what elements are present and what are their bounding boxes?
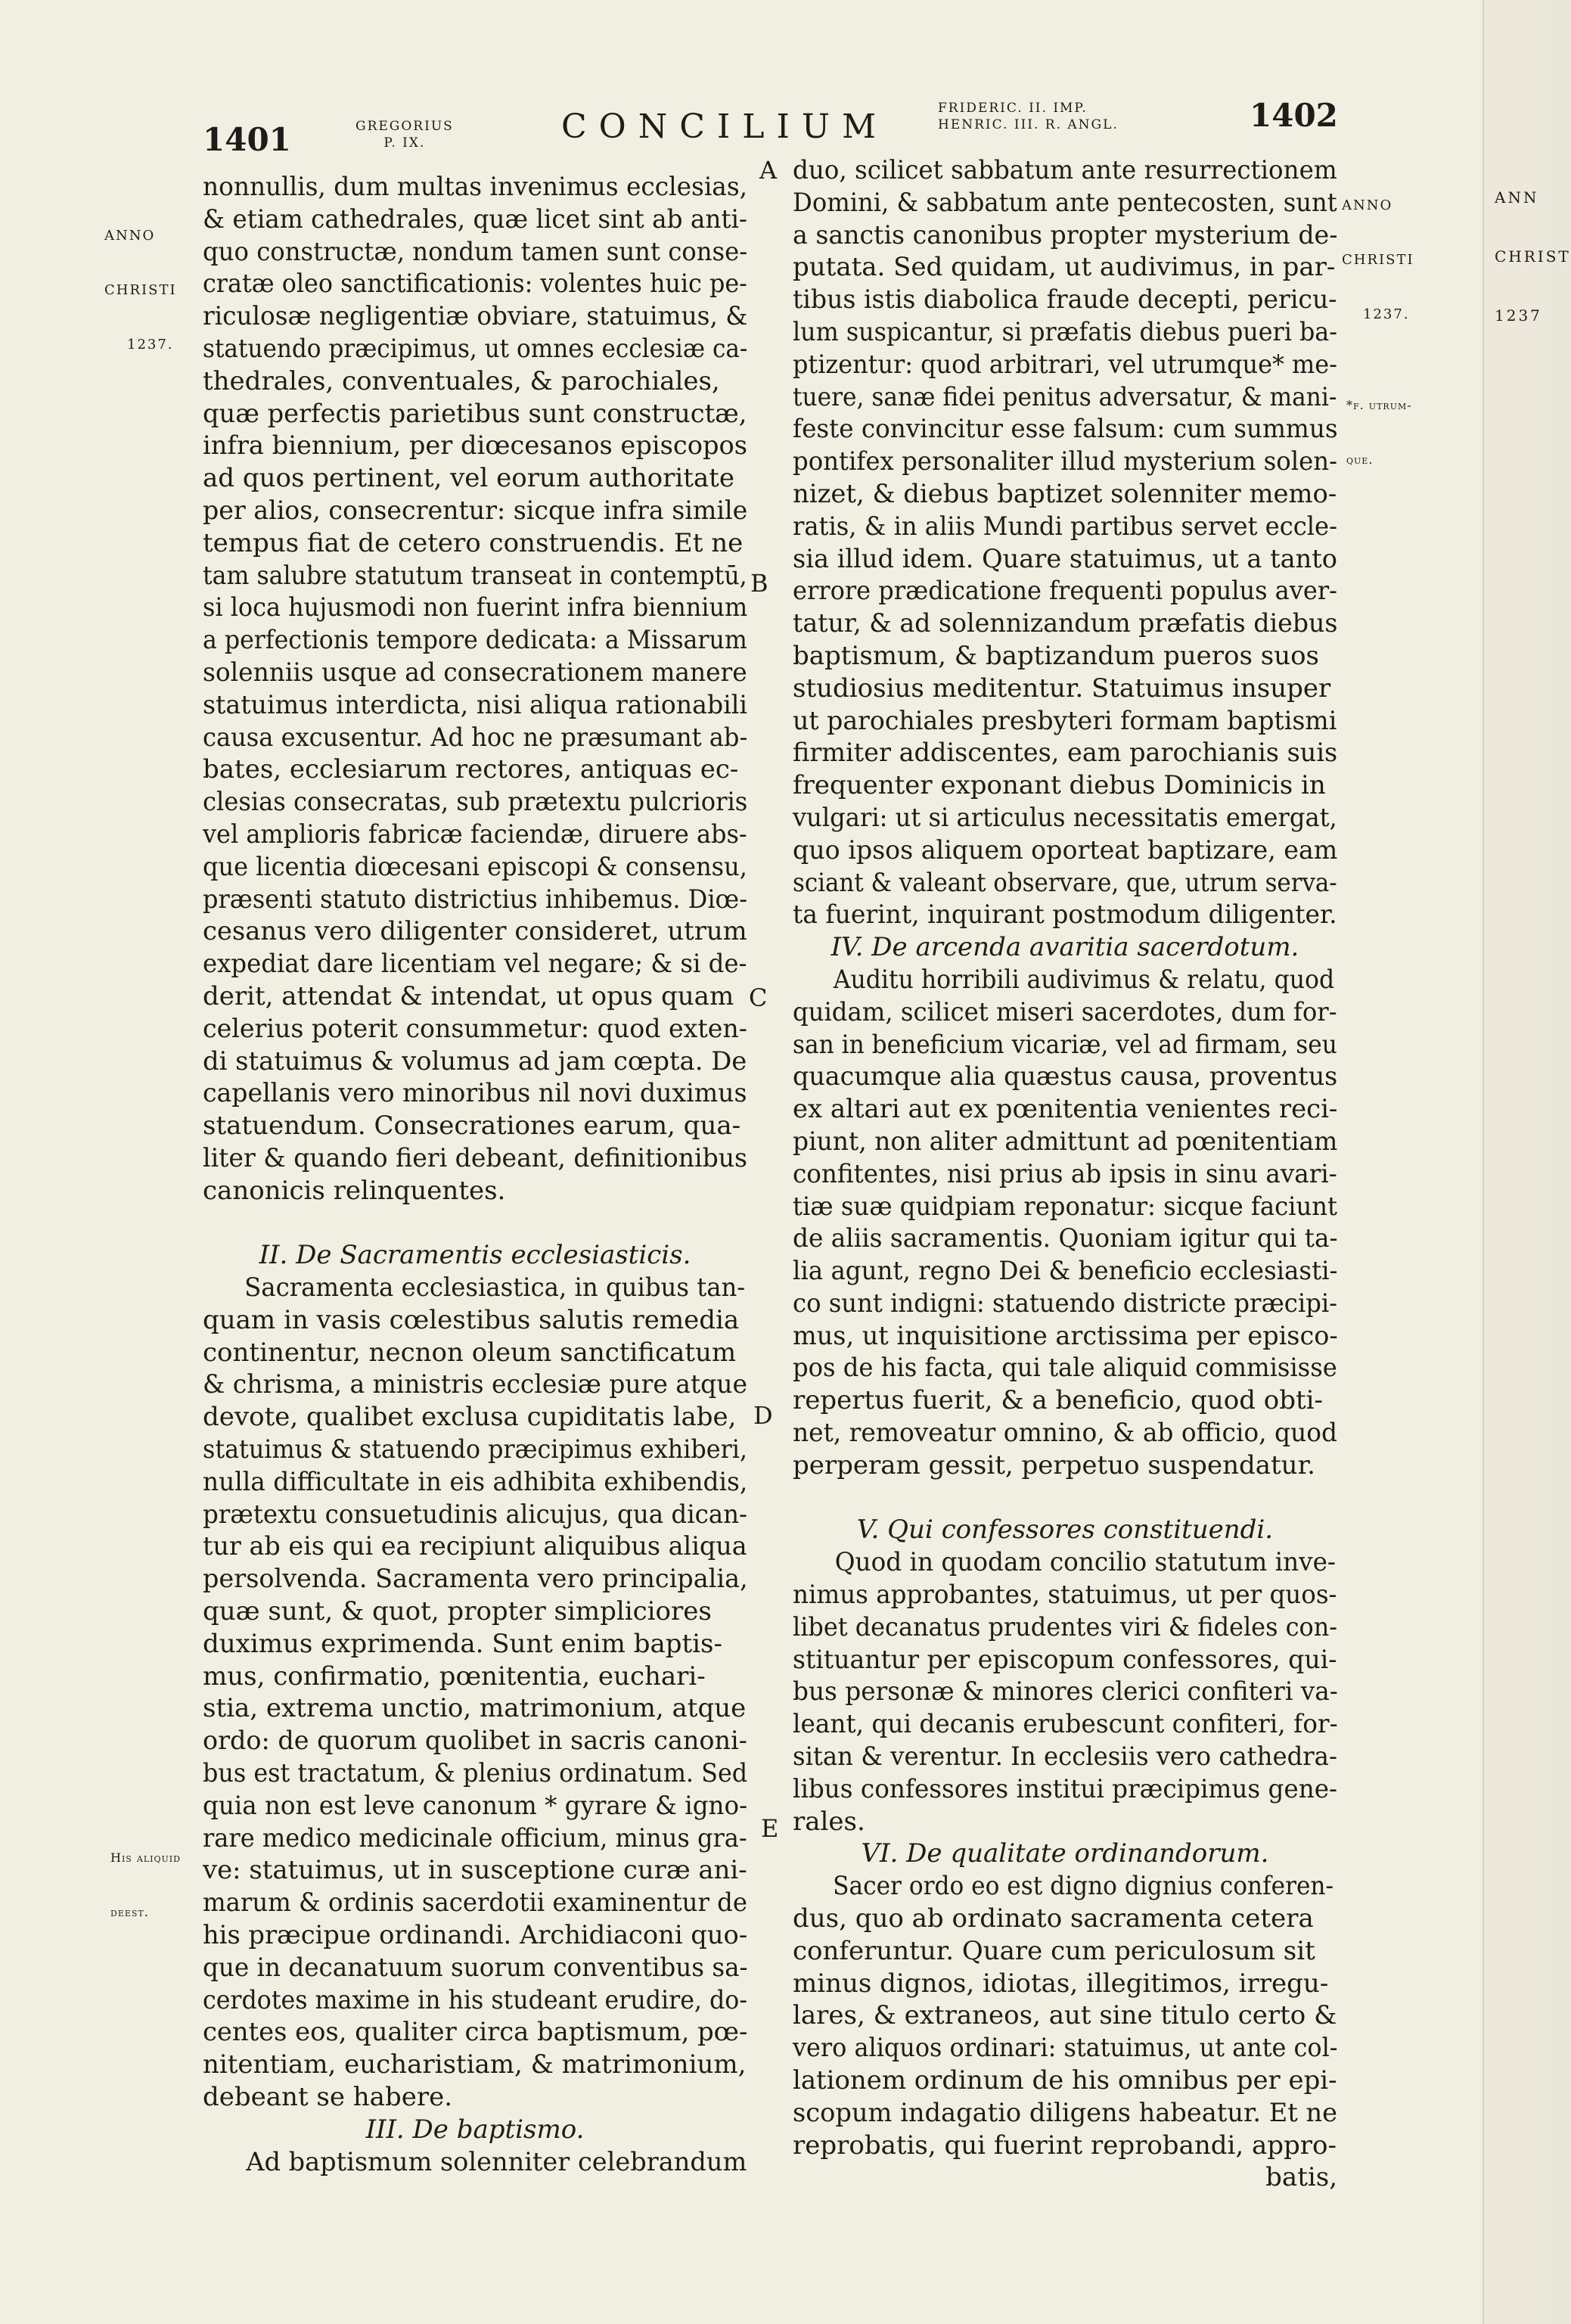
pope-number: P. IX. (383, 135, 426, 151)
left-column-line: clesias consecratas, sub prætextu pulcrioris (203, 787, 748, 818)
section-letter-c: C (749, 983, 768, 1012)
left-column-line: continentur, necnon oleum sanctificatum (203, 1337, 737, 1368)
his-aliquid-line-1: His aliquid (110, 1850, 181, 1865)
left-column-line: devote, qualibet exclusa cupiditatis labe, (203, 1402, 737, 1433)
section-letter-b: B (750, 569, 768, 598)
next-page-edge (1483, 0, 1571, 2324)
right-column-line: firmiter addiscentes, eam parochianis suis (793, 738, 1338, 769)
running-title: CONCILIUM (561, 107, 889, 146)
right-column-line: vulgari: ut si articulus necessitatis emergat, (793, 802, 1337, 833)
right-column-line: ex altari aut ex pœnitentia venientes reci- (793, 1094, 1338, 1125)
right-column-line: nizet, & diebus baptizet solenniter memo- (793, 478, 1337, 509)
left-column-line: derit, attendat & intendat, ut opus quam (203, 980, 734, 1011)
right-column-line: de aliis sacramentis. Quoniam igitur qui ta- (793, 1223, 1338, 1254)
left-column-line: tur ab eis qui ea recipiunt aliquibus aliqua (203, 1531, 747, 1562)
right-column-line: conferuntur. Quare cum periculosum sit (793, 1935, 1315, 1966)
left-column-line: tempus fiat de cetero construendis. Et ne (203, 527, 744, 558)
left-column-line: Ad baptismum solenniter celebrandum (246, 2146, 747, 2177)
right-column-line: Quod in quodam concilio statutum inve- (834, 1547, 1336, 1578)
pope-header (355, 118, 454, 151)
right-column-line: quo ipsos aliquem oporteat baptizare, eam (793, 834, 1338, 865)
right-column-line: lia agunt, regno Dei & beneficio ecclesiasti- (793, 1256, 1338, 1287)
left-column-line: quo constructæ, nondum tamen sunt conse- (203, 236, 748, 267)
right-column-line: pontifex personaliter illud mysterium solen- (793, 446, 1338, 477)
right-column-line: bus personæ & minores clerici confiteri va- (793, 1676, 1338, 1707)
margin-year-left (104, 191, 177, 390)
right-column-line: a sanctis canonibus propter mysterium de- (793, 219, 1338, 250)
margin-note-his-aliquid (110, 1813, 181, 1958)
margin-year-right-number: 1237. (1363, 306, 1410, 322)
right-column-line: Sacer ordo eo est digno dignius conferen- (833, 1871, 1334, 1902)
left-column-line: debeant se habere. (203, 2082, 453, 2113)
king-line: HENRIC. III. R. ANGL. (938, 117, 1119, 132)
margin-note-variant (1346, 360, 1412, 505)
right-column-line: ptizentur: quod arbitrari, vel utrumque* me- (793, 349, 1337, 380)
right-column-line: vero aliquos ordinari: statuimus, ut ante col- (793, 2033, 1338, 2064)
right-column-line: errore prædicatione frequenti populus aver- (793, 576, 1337, 607)
left-column-line: marum & ordinis sacerdotii examinentur de (203, 1887, 747, 1919)
left-column-line: præsenti statuto districtius inhibemus. Diœ- (203, 884, 748, 915)
left-column-line: bates, ecclesiarum rectores, antiquas ec- (203, 754, 739, 785)
left-column-line: canonicis relinquentes. (203, 1175, 506, 1206)
right-column-line: tibus istis diabolica fraude decepti, pericu- (793, 284, 1337, 315)
left-column-line: mus, confirmatio, pœnitentia, euchari- (203, 1661, 706, 1692)
next-page-anno: ANN (1495, 188, 1539, 207)
right-column-line: sciant & valeant observare, que, utrum serva- (793, 867, 1337, 898)
left-column-line: liter & quando fieri debeant, definitionibus (203, 1142, 747, 1173)
left-column-heading: III. De baptismo. (365, 2114, 585, 2145)
left-column-line: si loca hujusmodi non fuerint infra biennium (203, 592, 748, 623)
right-column-line: sia illud idem. Quare statuimus, ut a tanto (793, 543, 1338, 574)
left-column-line: & etiam cathedrales, quæ licet sint ab anti- (203, 204, 747, 235)
left-column-line: statuimus & statuendo præcipimus exhiberi, (203, 1434, 748, 1465)
right-column-line: co sunt indigni: statuendo districte præcipi- (793, 1288, 1338, 1319)
next-page-margin-year (1495, 148, 1571, 365)
left-column-line: cesanus vero diligenter consideret, utrum (203, 916, 747, 947)
right-column (793, 154, 1337, 2194)
page-number-right: 1402 (1250, 97, 1338, 134)
next-page-christi: CHRIST (1495, 247, 1571, 266)
emperor-line: FRIDERIC. II. IMP. (938, 101, 1088, 116)
next-page-year-number: 1237 (1495, 306, 1542, 325)
rulers-header (938, 100, 1119, 133)
left-column-line: que in decanatuum suorum conventibus sa- (203, 1952, 748, 1983)
right-column-line: batis, (1265, 2162, 1337, 2193)
left-column-line: capellanis vero minoribus nil novi duximus (203, 1078, 747, 1109)
right-column-line: leant, qui decanis erubescunt confiteri, for- (793, 1709, 1338, 1740)
right-column-line: scopum indagatio diligens habeatur. Et ne (793, 2097, 1338, 2128)
right-column-line: studiosius meditentur. Statuimus insuper (793, 673, 1331, 704)
right-column-line: lares, & extraneos, aut sine titulo certo & (793, 2000, 1337, 2031)
right-column-heading: IV. De arcenda avaritia sacerdotum. (831, 932, 1299, 963)
right-column-line: dus, quo ab ordinato sacramenta cetera (793, 1903, 1314, 1934)
right-column-line: tatur, & ad solennizandum præfatis diebus (793, 608, 1338, 639)
right-column-line: san in beneficium vicariæ, vel ad firmam, seu (793, 1029, 1337, 1060)
left-column-line: per alios, consecrentur: sicque infra simile (203, 495, 748, 526)
pope-name: GREGORIUS (355, 119, 454, 134)
left-column-line: que licentia diœcesani episcopi & consensu, (203, 851, 747, 882)
right-column-line: ut parochiales presbyteri formam baptismi (793, 705, 1337, 736)
left-column-line: quam in vasis cœlestibus salutis remedia (203, 1304, 740, 1335)
right-column-line (793, 1482, 1337, 1515)
left-column-line: tam salubre statutum transeat in contemptū, (203, 560, 747, 591)
right-column-line: libet decanatus prudentes viri & fideles con- (793, 1611, 1338, 1642)
right-column-line: minus dignos, idiotas, illegitimos, irregu- (793, 1968, 1329, 1999)
section-letter-d: D (753, 1401, 773, 1430)
left-column-line: nonnullis, dum multas invenimus ecclesias, (203, 172, 748, 202)
right-column-line: tuere, sanæ fidei penitus adversatur, & mani- (793, 381, 1337, 412)
margin-year-left-anno: ANNO (104, 228, 156, 244)
margin-year-right-christi: CHRISTI (1342, 252, 1414, 268)
his-aliquid-line-2: deest. (110, 1905, 149, 1919)
left-column-line: cratæ oleo sanctificationis: volentes huic pe- (203, 269, 747, 300)
left-column-line: quæ sunt, & quot, propter simpliciores (203, 1596, 712, 1627)
left-column-line: his præcipue ordinandi. Archidiaconi quo- (203, 1920, 748, 1951)
right-column-line: lationem ordinum de his omnibus per epi- (793, 2065, 1337, 2096)
right-column-line: rales. (793, 1806, 865, 1837)
right-column-line: libus confessores institui præcipimus gene- (793, 1773, 1338, 1804)
section-letter-e: E (761, 1814, 779, 1843)
left-column-line: rare medico medicinale officium, minus gra- (203, 1822, 747, 1853)
right-column-line: net, removeatur omnino, & ab officio, quod (793, 1418, 1338, 1449)
right-column-line: mus, ut inquisitione arctissima per episco- (793, 1320, 1338, 1351)
left-column-line: celerius poterit consummetur: quod exten- (203, 1013, 747, 1044)
margin-year-right-anno: ANNO (1342, 197, 1393, 213)
left-column-line: solenniis usque ad consecrationem manere (203, 657, 747, 688)
right-column-line: Domini, & sabbatum ante pentecosten, sunt (793, 187, 1337, 218)
right-column-line: reprobatis, qui fuerint reprobandi, appro- (793, 2130, 1337, 2161)
right-column-line: ta fuerint, inquirant postmodum diligenter. (793, 899, 1337, 931)
right-column-line: pos de his facta, qui tale aliquid commisisse (793, 1353, 1337, 1384)
variant-line-2: que. (1346, 452, 1374, 467)
left-column (203, 171, 747, 2178)
right-column-line: lum suspicantur, si præfatis diebus pueri ba- (793, 316, 1337, 347)
left-column-line: cerdotes maxime in his studeant erudire, do- (203, 1984, 747, 2015)
right-column-line: duo, scilicet sabbatum ante resurrectionem (793, 155, 1337, 185)
left-column-line: persolvenda. Sacramenta vero principalia, (203, 1564, 748, 1595)
left-column-line: infra biennium, per diœcesanos episcopos (203, 430, 747, 461)
left-column-line: thedrales, conventuales, & parochiales, (203, 365, 720, 396)
right-column-line: putata. Sed quidam, ut audivimus, in par- (793, 252, 1336, 283)
left-column-line: di statuimus & volumus ad jam cœpta. De (203, 1045, 747, 1077)
variant-line-1: *f. utrum- (1346, 398, 1412, 412)
right-column-line: quidam, scilicet miseri sacerdotes, dum for- (793, 996, 1337, 1027)
right-column-line: quacumque alia quæstus causa, proventus (793, 1061, 1338, 1092)
right-column-line: repertus fuerit, & a beneficio, quod obti- (793, 1385, 1324, 1416)
left-column-line: statuendo præcipimus, ut omnes ecclesiæ ca- (203, 333, 748, 364)
right-column-line: perperam gessit, perpetuo suspendatur. (793, 1449, 1315, 1480)
left-column-line: expediat dare licentiam vel negare; & si de- (203, 949, 747, 980)
right-column-line: baptismum, & baptizandum pueros suos (793, 640, 1320, 671)
margin-year-right (1342, 160, 1414, 360)
right-column-line: Auditu horribili audivimus & relatu, quod (833, 964, 1335, 995)
left-column-line: centes eos, qualiter circa baptismum, pœ- (203, 2017, 748, 2048)
left-column-line: nitentiam, eucharistiam, & matrimonium, (203, 2049, 747, 2080)
left-column-line: quæ perfectis parietibus sunt constructæ, (203, 398, 747, 429)
left-column-line: statuimus interdicta, nisi aliqua rationabili (203, 689, 748, 720)
right-column-line: ratis, & in aliis Mundi partibus servet eccle- (793, 511, 1337, 542)
margin-year-left-number: 1237. (127, 337, 174, 353)
right-column-line: frequenter exponant diebus Dominicis in (793, 770, 1326, 801)
right-column-heading: VI. De qualitate ordinandorum. (861, 1838, 1269, 1869)
page-number-left: 1401 (203, 121, 291, 158)
left-column-line: ad quos pertinent, vel eorum authoritate (203, 463, 734, 494)
right-column-line: stituantur per episcopum confessores, qui- (793, 1644, 1337, 1675)
left-column-line: riculosæ negligentiæ obviare, statuimus, & (203, 301, 748, 332)
right-column-line: feste convincitur esse falsum: cum summus (793, 414, 1338, 445)
right-column-line: piunt, non aliter admittunt ad pœnitentiam (793, 1126, 1338, 1157)
right-column-line: confitentes, nisi prius ab ipsis in sinu avari- (793, 1158, 1337, 1189)
margin-year-left-christi: CHRISTI (104, 282, 177, 298)
left-column-line (203, 1207, 747, 1240)
right-column-heading: V. Qui confessores constituendi. (856, 1515, 1274, 1546)
left-column-line: Sacramenta ecclesiastica, in quibus tan- (244, 1272, 746, 1303)
right-column-line: sitan & verentur. In ecclesiis vero cathedra- (793, 1741, 1337, 1773)
left-column-heading: II. De Sacramentis ecclesiasticis. (259, 1240, 691, 1271)
section-letter-a: A (759, 156, 778, 185)
right-column-line: nimus approbantes, statuimus, ut per quos- (793, 1580, 1337, 1611)
right-column-line: tiæ suæ quidpiam reponatur: sicque faciunt (793, 1191, 1338, 1222)
left-column-line: nulla difficultate in eis adhibita exhibendis, (203, 1466, 748, 1497)
left-column-line: causa excusentur. Ad hoc ne præsumant ab- (203, 722, 748, 753)
left-column-line: prætextu consuetudinis alicujus, qua dican- (203, 1499, 748, 1530)
left-column-line: vel amplioris fabricæ faciendæ, diruere abs- (203, 819, 747, 850)
left-column-line: a perfectionis tempore dedicata: a Missarum (203, 625, 747, 656)
left-column-line: statuendum. Consecrationes earum, qua- (203, 1111, 741, 1142)
left-column-line: stia, extrema unctio, matrimonium, atque (203, 1693, 747, 1724)
left-column-line: quia non est leve canonum * gyrare & igno- (203, 1790, 748, 1821)
left-column-line: ordo: de quorum quolibet in sacris canoni- (203, 1726, 747, 1757)
left-column-line: duximus exprimenda. Sunt enim baptis- (203, 1628, 722, 1659)
left-column-line: & chrisma, a ministris ecclesiæ pure atque (203, 1369, 747, 1400)
left-column-line: bus est tractatum, & plenius ordinatum. Sed (203, 1758, 748, 1789)
left-column-line: ve: statuimus, ut in susceptione curæ ani- (203, 1855, 747, 1886)
